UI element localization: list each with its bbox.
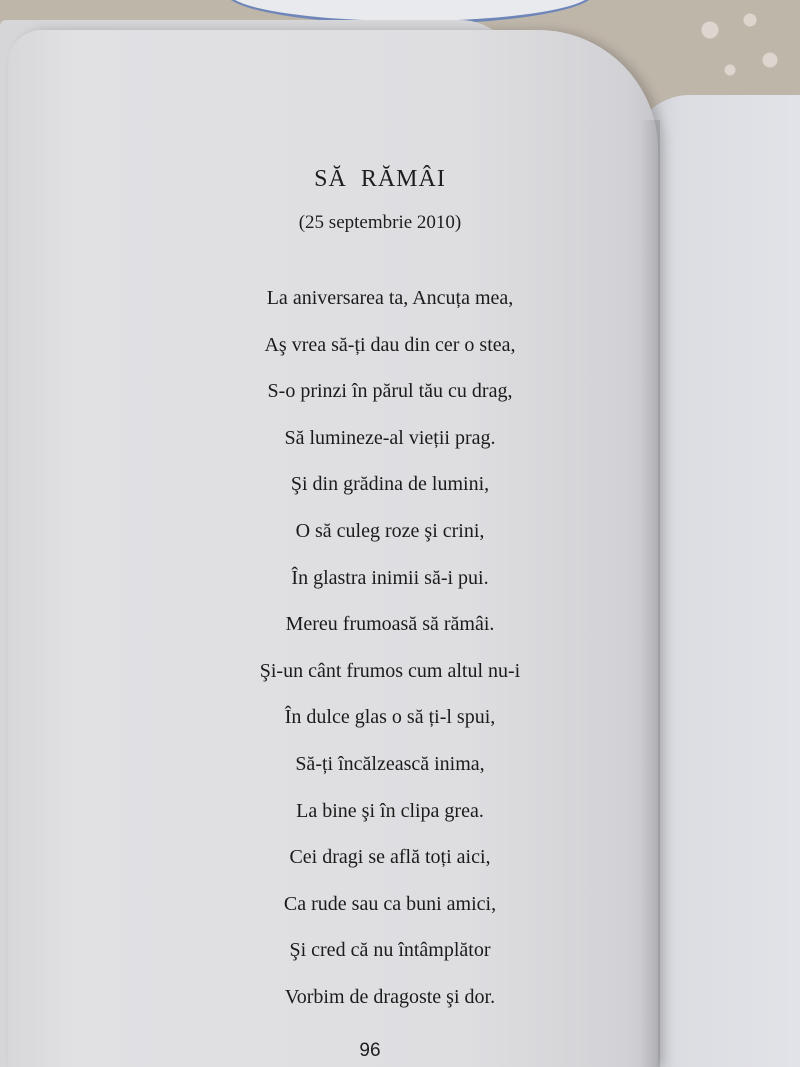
poem-line: Şi cred că nu întâmplător — [289, 939, 491, 962]
poem-line: Aş vrea să-ți dau din cer o stea, — [264, 333, 516, 356]
poem-line: La bine şi în clipa grea. — [296, 799, 484, 822]
poem-line: În glastra inimii să-i pui. — [291, 566, 489, 589]
poem-date: (25 septembrie 2010) — [298, 212, 462, 233]
poem-line: Şi-un cânt frumos cum altul nu-i — [259, 659, 521, 682]
poem-body — [180, 284, 600, 1030]
poem-line: La aniversarea ta, Ancuța mea, — [266, 287, 514, 309]
page-number: 96 — [359, 1040, 381, 1061]
poem-line: Ca rude sau ca buni amici, — [283, 892, 497, 915]
poem-line: Să-ți încălzească inima, — [295, 752, 485, 775]
poem-line: Vorbim de dragoste şi dor. — [284, 985, 496, 1008]
lace-pattern — [680, 0, 790, 90]
poem-line: O să culeg roze şi crini, — [295, 519, 485, 542]
poem-line: Cei dragi se află toți aici, — [289, 846, 491, 869]
poem-line: Mereu frumoasă să rămâi. — [285, 613, 495, 636]
poem-line: Să lumineze-al vieții prag. — [284, 426, 496, 449]
poem-title: SĂ RĂMÂI — [314, 166, 446, 192]
spine-shadow — [640, 120, 660, 1067]
poem-line: Şi din grădina de lumini, — [290, 473, 490, 496]
poem-line: S-o prinzi în părul tău cu drag, — [267, 380, 513, 403]
poem-line: În dulce glas o să ți-l spui, — [284, 706, 496, 729]
